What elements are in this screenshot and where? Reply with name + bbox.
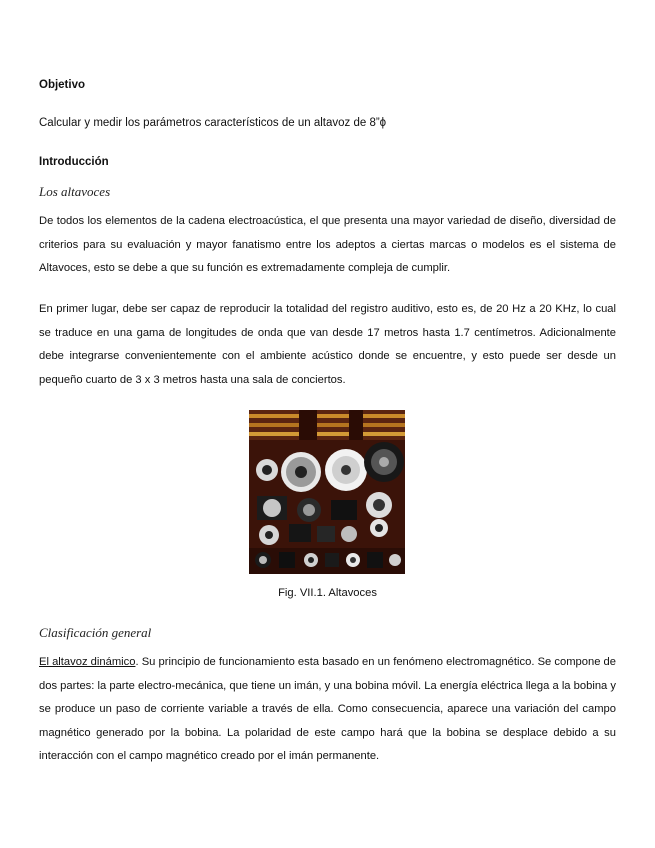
speakers-photo: [249, 410, 405, 574]
intro-paragraph-1: De todos los elementos de la cadena electroacústica, el que presenta una mayor variedad de diseño, diversidad de criterios para su evaluación y mayor fanatismo entre los adeptos a ciertas marcas o modelos es el sistema de Altavoces, esto se debe a que su función es extremadamente compleja de cumplir.: [39, 215, 616, 274]
figure-caption: Fig. VII.1. Altavoces: [278, 587, 377, 599]
speakers-subheading: Los altavoces: [39, 184, 111, 199]
introduction-heading: Introducción: [39, 156, 109, 168]
classification-paragraph-text: . Su principio de funcionamiento esta basado en un fenómeno electromagnético. Se compone de dos partes: la parte electro-mecánica, que tiene un imán, y una bobina móvil. La energía eléctrica llega a la bobina y se produce un paso de corriente variable a través de ella. Como consecuencia, aparece una variación del campo magnético generado por la bobina. La polaridad de este campo hará que la bobina se desplace debido a su interacción con el campo magnético creado por el imán permanente.: [39, 656, 616, 762]
objective-text: Calcular y medir los parámetros característicos de un altavoz de 8”ϕ: [39, 117, 387, 129]
intro-paragraph-2: En primer lugar, debe ser capaz de reproducir la totalidad del registro auditivo, esto es, de 20 Hz a 20 KHz, lo cual se traduce en una gama de longitudes de onda que van desde 17 metros hasta 1.7 centímetros. Adicionalmente debe integrarse convenientemente con el ambiente acústico donde se encuentre, y esto puede ser desde un pequeño cuarto de 3 x 3 metros hasta una sala de conciertos.: [39, 303, 616, 386]
dynamic-speaker-term: El altavoz dinámico: [39, 656, 136, 668]
classification-paragraph: [39, 651, 616, 769]
objective-heading: Objetivo: [39, 79, 86, 91]
classification-subheading: Clasificación general: [39, 625, 152, 640]
